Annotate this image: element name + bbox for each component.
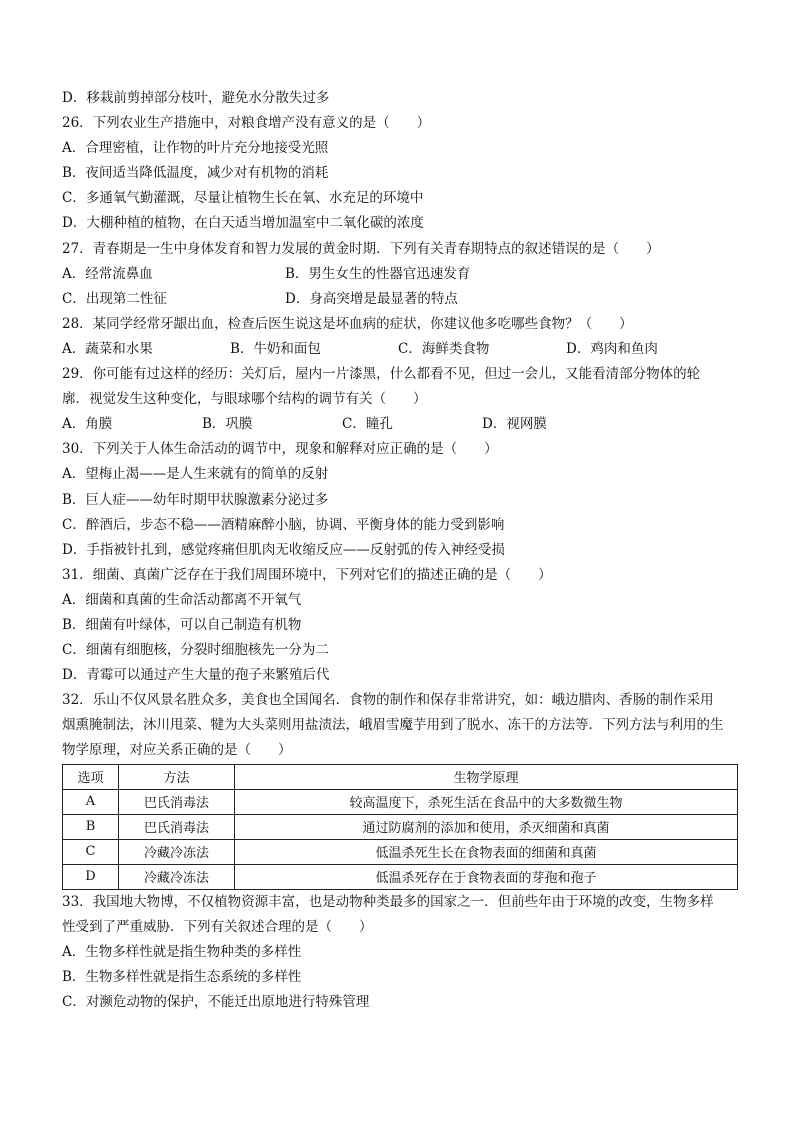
question-26-option-b: B．夜间适当降低温度，减少对有机物的消耗 <box>62 165 329 182</box>
question-33-option-b: B．生物多样性就是指生态系统的多样性 <box>62 968 302 985</box>
question-30-option-a: A．望梅止渴——是人生来就有的简单的反射 <box>62 466 329 483</box>
question-31: 31．细菌、真菌广泛存在于我们周围环境中，下列对它们的描述正确的是（ ） <box>62 566 552 583</box>
question-26-option-d: D．大棚种植的植物，在白天适当增加温室中二氧化碳的浓度 <box>62 215 424 232</box>
question-32: 32．乐山不仅风景名胜众多，美食也全国闻名．食物的制作和保存非常讲究，如：峨边腊肉、香肠的制作采用烟熏腌制法，沐川甩菜、犍为大头菜则用盐渍法，峨眉雪魔芋用到了脱水、冻干的方法等．下列方法与利用的生物学原理，对应关系正确的是（ ） <box>62 692 724 759</box>
table-row <box>63 789 738 814</box>
question-33-option-a: A．生物多样性就是指生物种类的多样性 <box>62 943 302 960</box>
table-row <box>63 839 738 864</box>
question-26-option-c: C．多通氧气勤灌溉，尽量让植物生长在氧、水充足的环境中 <box>62 190 424 207</box>
table-cell-option: B <box>63 814 119 839</box>
question-28-option-b: B．牛奶和面包 <box>230 340 321 357</box>
table-cell-method: 巴氏消毒法 <box>119 814 235 839</box>
table-header-option: 选项 <box>63 764 119 789</box>
question-28-option-a: A．蔬菜和水果 <box>62 340 153 357</box>
question-27-option-d: D．身高突增是最显著的特点 <box>285 290 458 307</box>
table-cell-option: C <box>63 839 119 864</box>
question-30-option-d: D．手指被针扎到，感觉疼痛但肌肉无收缩反应——反射弧的传入神经受损 <box>62 541 505 558</box>
question-26: 26．下列农业生产措施中，对粮食增产没有意义的是（ ） <box>62 115 431 132</box>
question-33: 33．我国地大物博，不仅植物资源丰富，也是动物种类最多的国家之一．但前些年由于环境的改变，生物多样性受到了严重威胁．下列有关叙述合理的是（ ） <box>62 893 714 935</box>
question-28-options <box>62 337 724 362</box>
table-cell-principle: 低温杀死生长在食物表面的细菌和真菌 <box>235 839 738 864</box>
question-27: 27．青春期是一生中身体发育和智力发展的黄金时期．下列有关青春期特点的叙述错误的是（ ） <box>62 240 660 257</box>
question-30: 30．下列关于人体生命活动的调节中，现象和解释对应正确的是（ ） <box>62 441 498 458</box>
table-cell-principle: 低温杀死存在于食物表面的芽孢和孢子 <box>235 864 738 889</box>
table-row <box>63 814 738 839</box>
table-cell-principle: 通过防腐剂的添加和使用，杀灭细菌和真菌 <box>235 814 738 839</box>
table-cell-principle: 较高温度下，杀死生活在食品中的大多数微生物 <box>235 789 738 814</box>
question-28-option-d: D．鸡肉和鱼肉 <box>566 340 658 357</box>
question-27-option-b: B．男生女生的性器官迅速发育 <box>285 265 471 282</box>
table-cell-option: A <box>63 789 119 814</box>
question-32-table <box>62 764 738 890</box>
question-33-option-c: C．对濒危动物的保护，不能迁出原地进行特殊管理 <box>62 993 370 1010</box>
question-29-option-a: A．角膜 <box>62 416 113 433</box>
question-27-options-row-2 <box>62 287 724 312</box>
question-27-option-a: A．经常流鼻血 <box>62 265 153 282</box>
table-header-row <box>63 764 738 789</box>
question-31-option-c: C．细菌有细胞核，分裂时细胞核先一分为二 <box>62 642 329 659</box>
question-31-option-a: A．细菌和真菌的生命活动都离不开氧气 <box>62 591 302 608</box>
question-27-option-c: C．出现第二性征 <box>62 290 167 307</box>
question-29-options <box>62 412 724 437</box>
question-28: 28．某同学经常牙龈出血，检查后医生说这是坏血病的症状，你建议他多吃哪些食物？（ ） <box>62 315 633 332</box>
question-31-option-d: D．青霉可以通过产生大量的孢子来繁殖后代 <box>62 667 330 684</box>
question-29-option-d: D．视网膜 <box>482 416 547 433</box>
question-31-option-b: B．细菌有叶绿体，可以自己制造有机物 <box>62 616 302 633</box>
question-29-option-b: B．巩膜 <box>202 416 253 433</box>
question-29: 29．你可能有过这样的经历：关灯后，屋内一片漆黑，什么都看不见，但过一会儿，又能看清部分物体的轮廓．视觉发生这种变化，与眼球哪个结构的调节有关（ ） <box>62 366 701 408</box>
question-27-options-row-1 <box>62 262 724 287</box>
question-30-option-c: C．醉酒后，步态不稳——酒精麻醉小脑，协调、平衡身体的能力受到影响 <box>62 516 505 533</box>
table-header-principle: 生物学原理 <box>235 764 738 789</box>
table-cell-method: 冷藏冷冻法 <box>119 839 235 864</box>
table-cell-method: 冷藏冷冻法 <box>119 864 235 889</box>
table-cell-option: D <box>63 864 119 889</box>
question-28-option-c: C．海鲜类食物 <box>398 340 490 357</box>
table-cell-method: 巴氏消毒法 <box>119 789 235 814</box>
question-30-option-b: B．巨人症——幼年时期甲状腺激素分泌过多 <box>62 491 329 508</box>
question-29-option-c: C．瞳孔 <box>342 416 393 433</box>
question-26-option-a: A．合理密植，让作物的叶片充分地接受光照 <box>62 140 329 157</box>
option-d-prev: D．移栽前剪掉部分枝叶，避免水分散失过多 <box>62 90 330 106</box>
table-header-method: 方法 <box>119 764 235 789</box>
table-row <box>63 864 738 889</box>
